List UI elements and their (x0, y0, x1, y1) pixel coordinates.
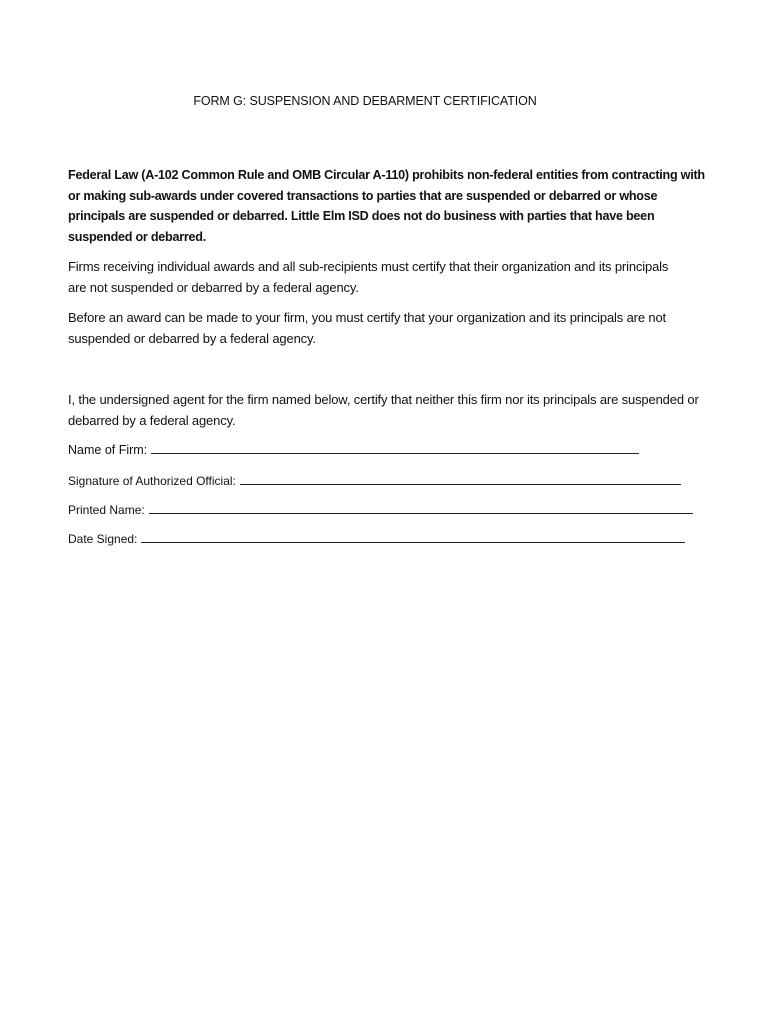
signature-label: Signature of Authorized Official: (68, 474, 236, 488)
printed-name-field (68, 502, 693, 517)
date-signed-field (68, 531, 685, 546)
date-signed-label: Date Signed: (68, 532, 138, 546)
signature-field (68, 473, 681, 488)
firm-name-label: Name of Firm: (68, 443, 148, 457)
federal-law-paragraph: Federal Law (A-102 Common Rule and OMB Circular A-110) prohibits non-federal entities from contracting with or making sub-awards under covered transactions to parties that are suspended or debarred or whose principals are suspended or debarred. Little Elm ISD does not do business with parties that have been suspended or debarred. (68, 168, 705, 244)
firm-name-field (68, 442, 639, 457)
before-award-paragraph: Before an award can be made to your firm, you must certify that your organization and its principals are not suspended or debarred by a federal agency. (68, 310, 666, 346)
firms-certify-paragraph: Firms receiving individual awards and all sub-recipients must certify that their organization and its principals are not suspended or debarred by a federal agency. (68, 259, 669, 295)
form-title: FORM G: SUSPENSION AND DEBARMENT CERTIFICATION (193, 94, 537, 108)
date-signed-input[interactable] (141, 531, 685, 543)
certification-statement: I, the undersigned agent for the firm named below, certify that neither this firm nor its principals are suspended or debarred by a federal agency. (68, 392, 699, 428)
signature-input[interactable] (240, 473, 681, 485)
printed-name-label: Printed Name: (68, 503, 145, 517)
firm-name-input[interactable] (151, 442, 639, 454)
printed-name-input[interactable] (149, 502, 693, 514)
